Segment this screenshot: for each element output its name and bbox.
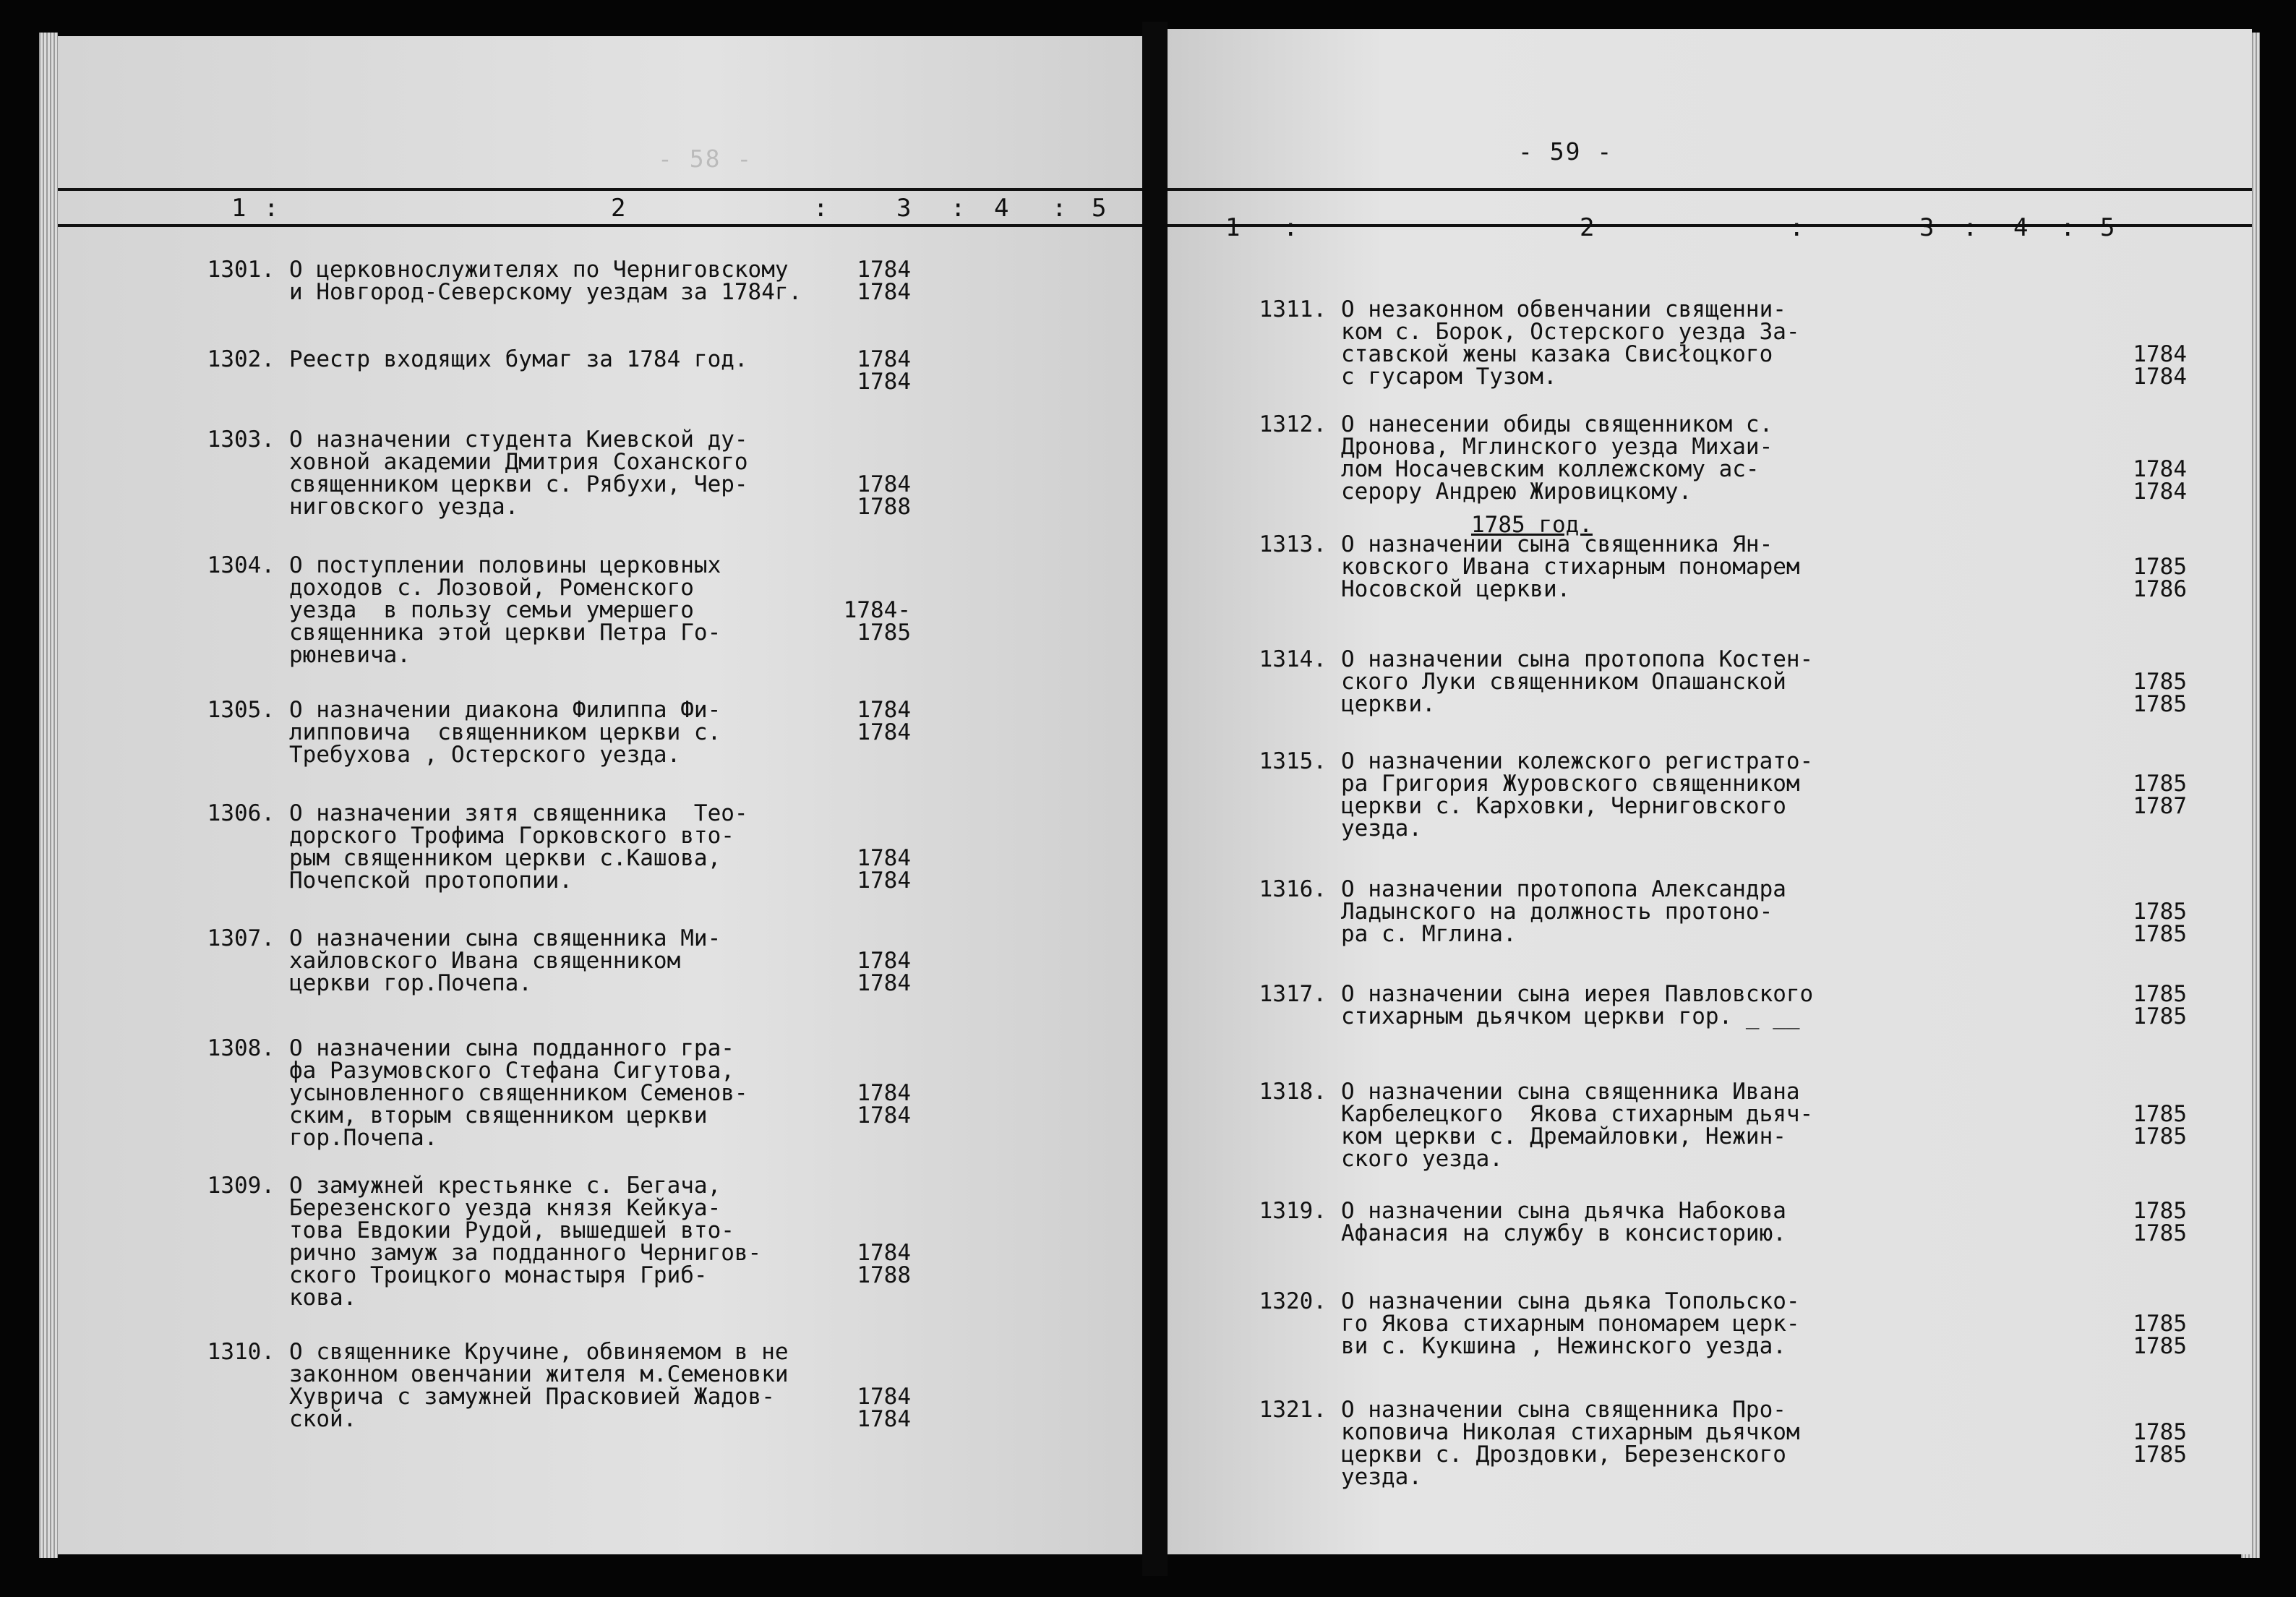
- record-title-line: това Евдокии Рудой, вышедшей вто-: [289, 1217, 734, 1243]
- record-end-year: 1784: [857, 1406, 911, 1432]
- record-number: 1315.: [1259, 748, 1327, 774]
- record-title-line: ра Григория Журовского священником: [1341, 771, 1800, 797]
- record-title-line: О замужней крестьянке с. Бегача,: [289, 1173, 721, 1199]
- record-title-line: Требухова , Остерского уезда.: [289, 742, 681, 768]
- record-number: 1304.: [207, 552, 275, 578]
- record-end-year: 1785: [857, 620, 911, 646]
- record-start-year: 1784: [857, 346, 911, 372]
- col-sep: :: [1283, 213, 1298, 242]
- record-title-line: О назначении сына священника Про-: [1341, 1397, 1786, 1423]
- record-end-year: 1784: [857, 868, 911, 894]
- record-title-line: фа Разумовского Стефана Сигутова,: [289, 1058, 734, 1084]
- record-title-line: ра с. Мглина.: [1341, 921, 1517, 947]
- record-title-line: ского уезда.: [1341, 1146, 1503, 1172]
- record-title-line: О назначении диакона Филиппа Фи-: [289, 697, 721, 723]
- record-title-line: доходов с. Лозовой, Роменского: [289, 575, 694, 601]
- record-end-year: 1785: [2133, 1220, 2187, 1246]
- col-sep: :: [1789, 213, 1804, 242]
- header-bottom-rule: [1168, 224, 2252, 227]
- record-end-year: 1787: [2133, 793, 2187, 819]
- record-number: 1301.: [207, 257, 275, 283]
- record-title-line: кова.: [289, 1285, 357, 1311]
- record-end-year: 1785: [2133, 1442, 2187, 1468]
- record-start-year: 1784: [857, 1384, 911, 1410]
- record-title-line: церкви гор.Почепа.: [289, 970, 532, 996]
- record-title-line: О назначении протопопа Александра: [1341, 876, 1786, 902]
- header-top-rule: [1168, 188, 2252, 191]
- year-heading: 1785 год.: [1471, 512, 1593, 538]
- record-title-line: О назначении сына подданного гра-: [289, 1035, 734, 1061]
- record-title-line: Афанасия на службу в консисторию.: [1341, 1220, 1786, 1246]
- archive-record: [1247, 1399, 2252, 1544]
- col-sep: :: [1052, 194, 1067, 223]
- record-number: 1318.: [1259, 1079, 1327, 1105]
- record-title-line: О назначении сына священника Ми-: [289, 925, 721, 951]
- record-end-year: 1784: [857, 970, 911, 996]
- record-title-line: О назначении студента Киевской ду-: [289, 427, 748, 453]
- record-title-line: дорского Трофима Горковского вто-: [289, 823, 734, 849]
- record-title-line: церкви.: [1341, 691, 1436, 717]
- record-number: 1307.: [207, 925, 275, 951]
- record-title-line: рично замуж за подданного Чернигов-: [289, 1240, 762, 1266]
- record-end-year: 1784: [857, 719, 911, 745]
- col-sep: :: [2060, 213, 2076, 242]
- record-start-year: 1785: [2133, 554, 2187, 580]
- record-title-line: О поступлении половины церковных: [289, 552, 721, 578]
- col-header: 5: [2100, 213, 2115, 242]
- record-start-year: 1785: [2133, 1419, 2187, 1445]
- record-start-year: 1784: [2133, 341, 2187, 367]
- record-title-line: ви с. Кукшина , Нежинского уезда.: [1341, 1333, 1786, 1359]
- record-end-year: 1786: [2133, 576, 2187, 602]
- record-end-year: 1785: [2133, 921, 2187, 947]
- record-title-line: церкви с. Карховки, Черниговского: [1341, 793, 1786, 819]
- col-header: 1: [231, 194, 247, 223]
- col-header: 2: [1580, 213, 1595, 242]
- record-title-line: ком с. Борок, Остерского уезда За-: [1341, 319, 1800, 345]
- record-title-line: Реестр входящих бумаг за 1784 год.: [289, 346, 748, 372]
- record-title-line: уезда.: [1341, 815, 1422, 842]
- col-header: 4: [994, 194, 1009, 223]
- record-title-line: священником церкви с. Рябухи, Чер-: [289, 471, 748, 497]
- record-title-line: О назначении сына священника Ивана: [1341, 1079, 1800, 1105]
- record-title-line: серору Андрею Жировицкому.: [1341, 479, 1692, 505]
- record-title-line: ской.: [289, 1406, 357, 1432]
- record-title-line: Почепской протопопии.: [289, 868, 573, 894]
- archive-record: [1247, 750, 2252, 895]
- record-title-line: ком церкви с. Дремайловки, Нежин-: [1341, 1123, 1786, 1149]
- col-sep: :: [264, 194, 279, 223]
- record-title-line: ского Луки священником Опашанской: [1341, 669, 1786, 695]
- record-title-line: ниговского уезда.: [289, 494, 519, 520]
- record-title-line: О назначении зятя священника Тео-: [289, 800, 748, 826]
- archive-record: [195, 1341, 998, 1486]
- col-header: 1: [1225, 213, 1241, 242]
- record-end-year: 1784: [857, 279, 911, 305]
- col-sep: :: [813, 194, 828, 223]
- record-end-year: 1785: [2133, 691, 2187, 717]
- record-title-line: ковского Ивана стихарным пономарем: [1341, 554, 1800, 580]
- record-title-line: ским, вторым священником церкви: [289, 1103, 708, 1129]
- page-number-mirror: - 58 -: [658, 145, 753, 173]
- record-title-line: рым священником церкви с.Кашова,: [289, 845, 721, 871]
- record-number: 1303.: [207, 427, 275, 453]
- record-start-year: 1784: [857, 1240, 911, 1266]
- record-title-line: Березенского уезда князя Кейкуа-: [289, 1195, 721, 1221]
- record-title-line: усыновленного священником Семенов-: [289, 1080, 748, 1106]
- record-number: 1319.: [1259, 1198, 1327, 1224]
- record-number: 1305.: [207, 697, 275, 723]
- record-title-line: законном овенчании жителя м.Семеновки: [289, 1361, 789, 1387]
- record-title-line: церкви с. Дроздовки, Березенского: [1341, 1442, 1786, 1468]
- record-end-year: 1784: [2133, 479, 2187, 505]
- record-end-year: 1785: [2133, 1003, 2187, 1029]
- record-title-line: О назначении сына дьячка Набокова: [1341, 1198, 1786, 1224]
- record-number: 1316.: [1259, 876, 1327, 902]
- record-start-year: 1785: [2133, 899, 2187, 925]
- left-page-edges: [39, 33, 58, 1558]
- record-title-line: О назначении колежского регистрато-: [1341, 748, 1814, 774]
- record-end-year: 1785: [2133, 1123, 2187, 1149]
- record-end-year: 1784: [2133, 364, 2187, 390]
- record-title-line: Карбелецкого Якова стихарным дьяч-: [1341, 1101, 1814, 1127]
- record-end-year: 1788: [857, 1262, 911, 1288]
- record-start-year: 1784: [857, 845, 911, 871]
- record-title-line: О назначении сына священника Ян-: [1341, 531, 1773, 557]
- header-top-rule: [58, 188, 1142, 191]
- record-title-line: с гусаром Тузом.: [1341, 364, 1557, 390]
- record-number: 1309.: [207, 1173, 275, 1199]
- record-title-line: и Новгород-Северскому уездам за 1784г.: [289, 279, 802, 305]
- record-number: 1311.: [1259, 296, 1327, 322]
- record-start-year: 1784: [857, 257, 911, 283]
- record-title-line: рюневича.: [289, 642, 411, 668]
- record-title-line: О церковнослужителях по Черниговскому: [289, 257, 789, 283]
- record-title-line: стихарным дьячком церкви гор. _ __: [1341, 1003, 1800, 1029]
- record-start-year: 1784: [857, 1080, 911, 1106]
- record-title-line: О назначении сына протопопа Костен-: [1341, 646, 1814, 672]
- record-number: 1317.: [1259, 981, 1327, 1007]
- record-title-line: О священнике Кручине, обвиняемом в не: [289, 1339, 789, 1365]
- record-title-line: ского Троицкого монастыря Гриб-: [289, 1262, 708, 1288]
- record-title-line: гор.Почепа.: [289, 1125, 438, 1151]
- record-end-year: 1784: [857, 1103, 911, 1129]
- record-title-line: коповича Николая стихарным дьячком: [1341, 1419, 1800, 1445]
- record-start-year: 1784: [857, 471, 911, 497]
- record-start-year: 1785: [2133, 1311, 2187, 1337]
- record-start-year: 1785: [2133, 771, 2187, 797]
- col-header: 2: [611, 194, 626, 223]
- record-start-year: 1784: [2133, 456, 2187, 482]
- record-number: 1310.: [207, 1339, 275, 1365]
- book-gutter: [1142, 22, 1168, 1576]
- col-header: 3: [896, 194, 912, 223]
- record-title-line: ховной академии Дмитрия Соханского: [289, 449, 748, 475]
- record-start-year: 1784-: [843, 597, 911, 623]
- record-title-line: Носовской церкви.: [1341, 576, 1571, 602]
- page-number: - 59 -: [1518, 137, 1614, 166]
- right-page: [1168, 29, 2252, 1554]
- record-end-year: 1788: [857, 494, 911, 520]
- record-start-year: 1785: [2133, 669, 2187, 695]
- record-start-year: 1785: [2133, 981, 2187, 1007]
- record-title-line: липповича священником церкви с.: [289, 719, 721, 745]
- record-title-line: О незаконном обвенчании священни-: [1341, 296, 1786, 322]
- record-title-line: Дронова, Мглинского уезда Михаи-: [1341, 434, 1773, 460]
- record-end-year: 1785: [2133, 1333, 2187, 1359]
- record-title-line: уезда.: [1341, 1464, 1422, 1490]
- record-title-line: О назначении сына дьяка Топольско-: [1341, 1288, 1800, 1314]
- archive-record: [195, 429, 998, 573]
- col-sep: :: [1963, 213, 1978, 242]
- archive-record: [195, 1175, 998, 1319]
- record-number: 1314.: [1259, 646, 1327, 672]
- record-number: 1321.: [1259, 1397, 1327, 1423]
- col-header: 5: [1092, 194, 1107, 223]
- record-number: 1320.: [1259, 1288, 1327, 1314]
- record-start-year: 1784: [857, 948, 911, 974]
- record-title-line: Ладынского на должность протоно-: [1341, 899, 1773, 925]
- record-title-line: священника этой церкви Петра Го-: [289, 620, 721, 646]
- record-title-line: уезда в пользу семьи умершего: [289, 597, 694, 623]
- record-number: 1313.: [1259, 531, 1327, 557]
- col-header: 3: [1919, 213, 1935, 242]
- record-number: 1306.: [207, 800, 275, 826]
- header-bottom-rule: [58, 224, 1142, 227]
- record-start-year: 1785: [2133, 1101, 2187, 1127]
- left-page: [58, 36, 1142, 1554]
- archive-record: [195, 1037, 998, 1182]
- record-title-line: го Якова стихарным пономарем церк-: [1341, 1311, 1800, 1337]
- record-end-year: 1784: [857, 369, 911, 395]
- record-title-line: Хуврича с замужней Прасковией Жадов-: [289, 1384, 775, 1410]
- record-title-line: ставской жены казака Свисłоцкого: [1341, 341, 1773, 367]
- record-number: 1312.: [1259, 411, 1327, 437]
- record-title-line: О назначении сына иерея Павловского: [1341, 981, 1814, 1007]
- record-number: 1302.: [207, 346, 275, 372]
- record-title-line: хайловского Ивана священником: [289, 948, 681, 974]
- col-header: 4: [2013, 213, 2029, 242]
- record-title-line: лом Носачевским коллежскому ас-: [1341, 456, 1760, 482]
- record-start-year: 1784: [857, 697, 911, 723]
- archive-record: [195, 552, 998, 699]
- record-title-line: О нанесении обиды священником с.: [1341, 411, 1773, 437]
- record-number: 1308.: [207, 1035, 275, 1061]
- record-start-year: 1785: [2133, 1198, 2187, 1224]
- col-sep: :: [951, 194, 966, 223]
